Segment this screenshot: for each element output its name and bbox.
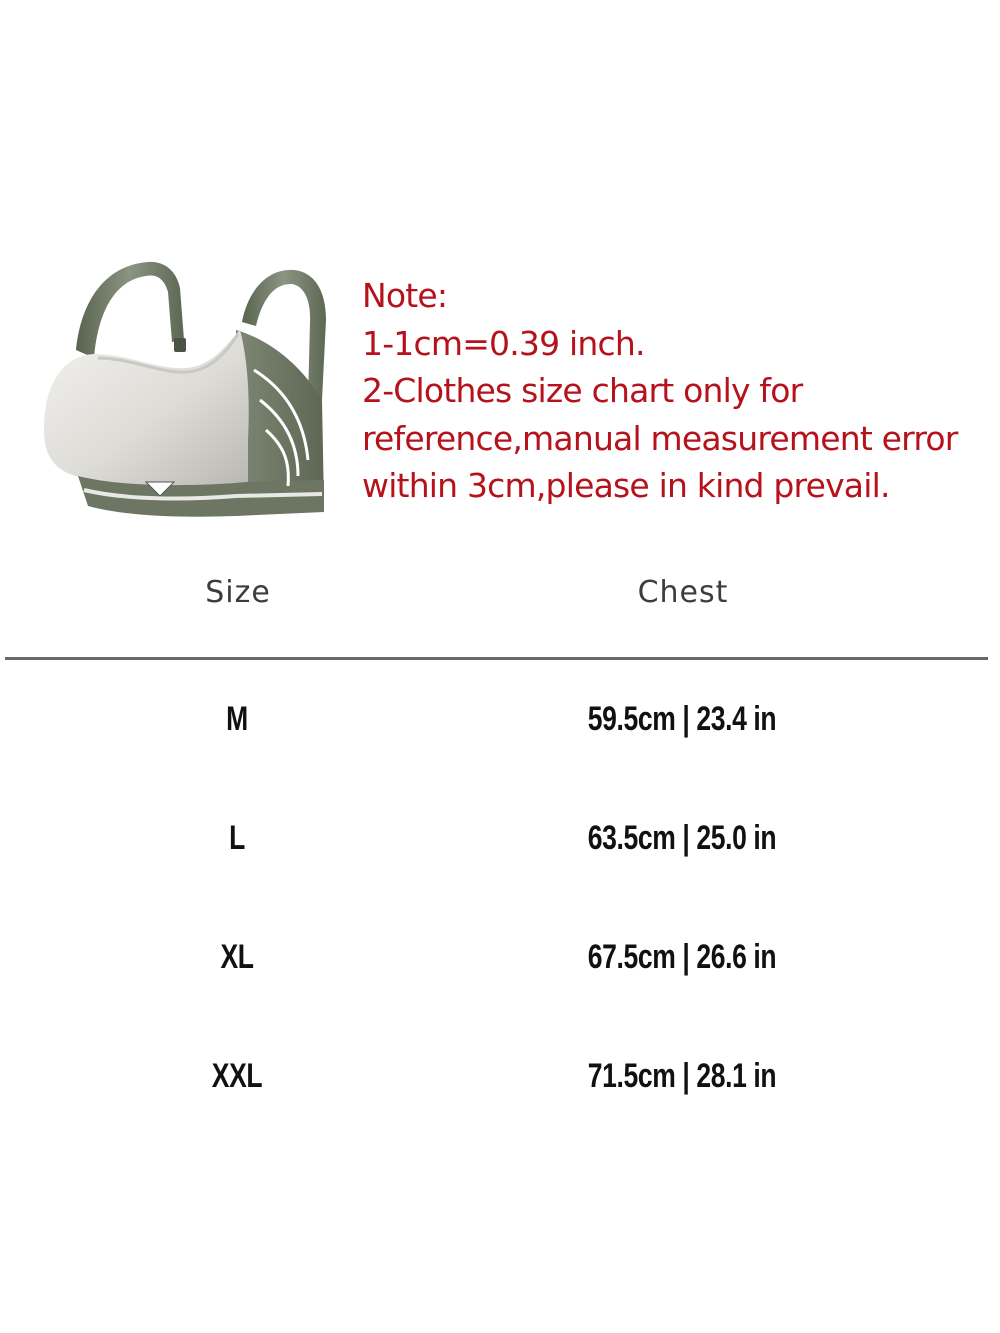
chest-cell: 63.5cm | 25.0 in [587, 819, 777, 857]
size-cell: XL [220, 938, 254, 976]
note-line-reference-end: within 3cm,please in kind prevail. [362, 466, 890, 505]
table-row [0, 700, 1000, 750]
header-divider [5, 657, 988, 660]
size-cell: XXL [211, 1057, 263, 1095]
note-title: Note: [362, 276, 448, 315]
size-table-header [0, 575, 1000, 625]
table-row [0, 819, 1000, 869]
chest-cell: 71.5cm | 28.1 in [587, 1057, 777, 1095]
header-chest: Chest [637, 575, 729, 610]
product-image [36, 250, 336, 525]
note-line-reference-cont: reference,manual measurement error [362, 418, 958, 458]
note-line-conversion: 1-1cm=0.39 inch. [362, 323, 645, 363]
note-line-reference: 2-Clothes size chart only for [362, 371, 803, 410]
header-size: Size [205, 575, 271, 610]
chest-cell: 67.5cm | 26.6 in [587, 938, 777, 976]
chest-cell: 59.5cm | 23.4 in [587, 700, 777, 738]
size-cell: M [226, 700, 248, 738]
sports-bra-icon [36, 250, 336, 525]
size-note [362, 272, 992, 510]
table-row [0, 1057, 1000, 1107]
size-cell: L [229, 819, 245, 857]
table-row [0, 938, 1000, 988]
